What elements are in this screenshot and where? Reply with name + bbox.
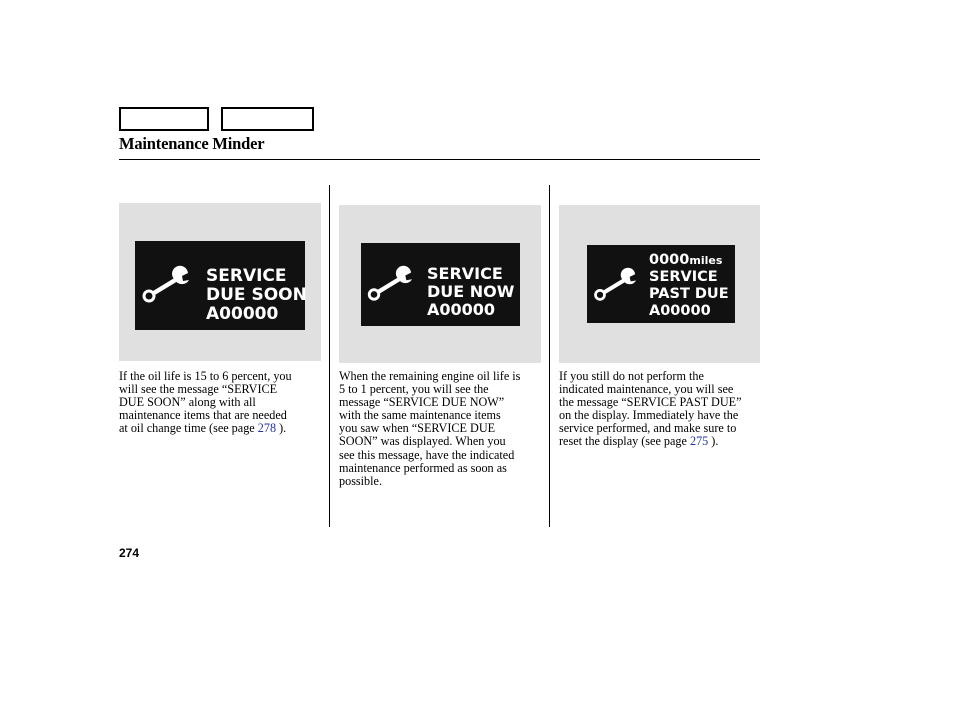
text-line: will see the message “SERVICE bbox=[119, 382, 278, 397]
miles-unit: miles bbox=[689, 254, 723, 267]
text-line: with the same maintenance items bbox=[339, 408, 501, 423]
display-line: DUE SOON bbox=[206, 285, 307, 305]
description-service-due-now bbox=[339, 370, 543, 488]
text-line: service performed, and make sure to bbox=[559, 421, 737, 436]
text-line: DUE SOON” along with all bbox=[119, 395, 256, 410]
column-divider-1 bbox=[329, 185, 330, 527]
display-line: SERVICE bbox=[206, 266, 287, 286]
display-miles-line bbox=[649, 253, 729, 270]
text-line: If the oil life is 15 to 6 percent, you bbox=[119, 369, 292, 383]
info-display-screen bbox=[361, 243, 520, 326]
text-line: indicated maintenance, you will see bbox=[559, 382, 734, 397]
info-display-screen bbox=[587, 245, 735, 323]
text-line: SOON” was displayed. When you bbox=[339, 434, 506, 449]
text-line bbox=[559, 435, 761, 448]
description-service-past-due bbox=[559, 370, 761, 449]
page-number: 274 bbox=[119, 546, 140, 560]
column-divider-2 bbox=[549, 185, 550, 527]
title-divider bbox=[119, 159, 760, 160]
miles-value: 0000 bbox=[649, 252, 690, 268]
text-line: you saw when “SERVICE DUE bbox=[339, 421, 496, 436]
display-line: A00000 bbox=[206, 304, 279, 324]
text-line: possible. bbox=[339, 473, 382, 488]
display-line: SERVICE bbox=[649, 269, 718, 285]
text-line: maintenance items that are needed bbox=[119, 408, 287, 423]
text-line: maintenance performed as soon as bbox=[339, 460, 507, 475]
description-service-due-soon bbox=[119, 370, 321, 435]
text-fragment: at oil change time (see page bbox=[119, 421, 258, 436]
page-reference-link[interactable]: 275 bbox=[689, 434, 709, 449]
text-line: on the display. Immediately have the bbox=[559, 408, 739, 423]
text-fragment: reset the display (see page bbox=[559, 434, 690, 449]
section-tab-2 bbox=[221, 107, 314, 131]
display-line: A00000 bbox=[427, 300, 496, 319]
text-line bbox=[119, 422, 321, 435]
text-line: When the remaining engine oil life is bbox=[339, 369, 521, 383]
wrench-icon bbox=[592, 267, 644, 303]
section-tab-1 bbox=[119, 107, 209, 131]
text-line: the message “SERVICE PAST DUE” bbox=[559, 395, 742, 410]
text-fragment: ). bbox=[708, 434, 719, 449]
section-title: Maintenance Minder bbox=[119, 134, 265, 153]
display-line: PAST DUE bbox=[649, 286, 729, 302]
display-figure-service-past-due bbox=[559, 205, 760, 363]
text-line: see this message, have the indicated bbox=[339, 447, 515, 462]
display-line: SERVICE bbox=[427, 264, 503, 283]
wrench-icon bbox=[366, 265, 420, 303]
display-figure-service-due-soon bbox=[119, 203, 321, 361]
info-display-screen bbox=[135, 241, 305, 330]
page-reference-link[interactable]: 278 bbox=[257, 421, 277, 436]
text-fragment: ). bbox=[276, 421, 287, 436]
text-line: If you still do not perform the bbox=[559, 369, 704, 383]
display-line: A00000 bbox=[649, 303, 711, 319]
text-line: 5 to 1 percent, you will see the bbox=[339, 382, 489, 397]
display-figure-service-due-now bbox=[339, 205, 541, 363]
text-line: message “SERVICE DUE NOW” bbox=[339, 395, 505, 410]
display-line: DUE NOW bbox=[427, 282, 515, 301]
wrench-icon bbox=[141, 265, 197, 305]
